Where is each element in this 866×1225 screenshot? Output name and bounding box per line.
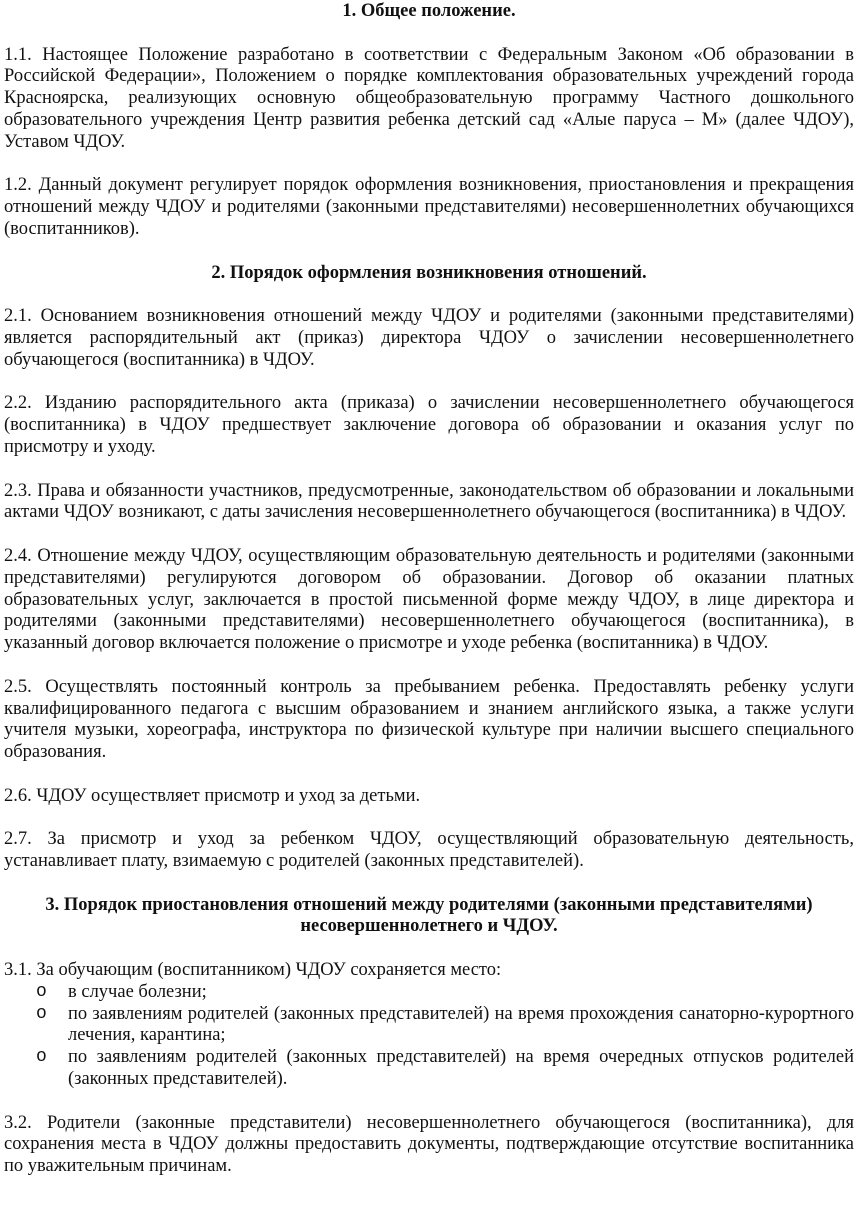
spacer <box>4 938 854 960</box>
spacer <box>4 807 854 829</box>
list-item-text: по заявлениям родителей (законных представителей) на время прохождения санаторно-курортного лечения, карантина; <box>68 1003 854 1046</box>
list-item <box>4 1047 854 1091</box>
spacer <box>4 1091 854 1113</box>
list-item <box>4 982 854 1004</box>
spacer <box>4 873 854 895</box>
section-3-heading-line-2: несовершеннолетнего и ЧДОУ. <box>300 916 558 937</box>
bullet-icon: o <box>36 1003 47 1024</box>
retention-conditions-list <box>4 982 854 1091</box>
paragraph-2-3: 2.3. Права и обязанности участников, предусмотренные, законодательством об образовании и локальными актами ЧДОУ возникают, с даты зачисления несовершеннолетнего обучающегося (воспитанника) в ЧДОУ. <box>4 480 854 523</box>
paragraph-2-4: 2.4. Отношение между ЧДОУ, осуществляющим образовательную деятельность и родителями (законными представителями) регулируются договором об образовании. Договор об оказании платных образовательных услуг, заключается в простой письменной форме между ЧДОУ, в лице директора и родителями (законными представителями) несовершеннолетнего обучающегося (воспитанника), в указанный договор включается положение о присмотре и уходе ребенка (воспитанника) в ЧДОУ. <box>4 545 854 654</box>
list-item-text: по заявлениям родителей (законных представителей) на время очередных отпусков родителей (законных представителей). <box>68 1047 854 1090</box>
section-3-heading-line-1: 3. Порядок приостановления отношений между родителями (законными представителями) <box>45 894 813 915</box>
spacer <box>4 23 854 45</box>
paragraph-2-5: 2.5. Осуществлять постоянный контроль за пребыванием ребенка. Предоставлять ребенку услуги квалифицированного педагога с высшим образованием и знанием английского языка, а также услуги учителя музыки, хореографа, инструктора по физической культуре при наличии высшего специального образования. <box>4 676 854 763</box>
paragraph-3-1: 3.1. За обучающим (воспитанником) ЧДОУ сохраняется место: <box>4 960 502 981</box>
section-1-heading: 1. Общее положение. <box>342 1 516 21</box>
section-2-heading: 2. Порядок оформления возникновения отношений. <box>211 262 647 283</box>
paragraph-2-7: 2.7. За присмотр и уход за ребенком ЧДОУ, осуществляющий образовательную деятельность, устанавливает плату, взимаемую с родителей (законных представителей). <box>4 829 854 872</box>
spacer <box>4 524 854 546</box>
bullet-icon: o <box>36 1047 47 1068</box>
bullet-icon: o <box>36 981 47 1002</box>
paragraph-3-2: 3.2. Родители (законные представители) несовершеннолетнего обучающегося (воспитанника), для сохранения места в ЧДОУ должны предоставить документы, подтверждающие отсутствие воспитанника по уважительным причинам. <box>4 1112 854 1177</box>
document-page <box>0 1 866 1178</box>
list-item-text: в случае болезни; <box>68 981 207 1002</box>
spacer <box>4 241 854 263</box>
list-item <box>4 1004 854 1048</box>
spacer <box>4 372 854 394</box>
spacer <box>4 154 854 176</box>
paragraph-2-2: 2.2. Изданию распорядительного акта (приказа) о зачислении несовершеннолетнего обучающегося (воспитанника) в ЧДОУ предшествует заключение договора об образовании и оказания услуг по присмотру и уходу. <box>4 393 854 457</box>
spacer <box>4 764 854 786</box>
paragraph-2-1: 2.1. Основанием возникновения отношений между ЧДОУ и родителями (законными представителями) является распорядительный акт (приказ) директора ЧДОУ о зачислении несовершеннолетнего обучающегося (воспитанника) в ЧДОУ. <box>4 306 854 370</box>
paragraph-2-6: 2.6. ЧДОУ осуществляет присмотр и уход за детьми. <box>4 785 421 806</box>
spacer <box>4 655 854 677</box>
paragraph-1-1: 1.1. Настоящее Положение разработано в соответствии с Федеральным Законом «Об образовании в Российской Федерации», Положением о порядке комплектования образовательных учреждений города Красноярска, реализующих основную общеобразовательную программу Частного дошкольного образовательного учреждения Центр развития ребенка детский сад «Алые паруса – М» (далее ЧДОУ), Уставом ЧДОУ. <box>4 44 854 152</box>
spacer <box>4 459 854 481</box>
paragraph-1-2: 1.2. Данный документ регулирует порядок оформления возникновения, приостановления и прекращения отношений между ЧДОУ и родителями (законными представителями) несовершеннолетних обучающихся (воспитанников). <box>4 175 854 239</box>
spacer <box>4 284 854 306</box>
